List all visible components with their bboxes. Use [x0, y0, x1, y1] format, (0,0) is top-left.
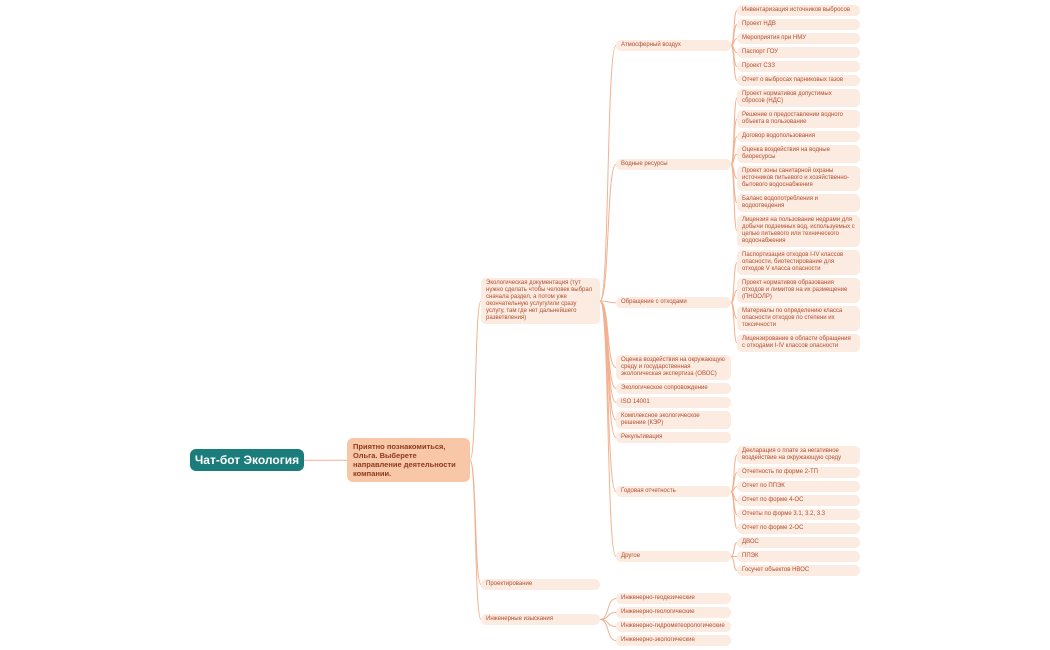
connector [600, 301, 616, 438]
topic[interactable]: Проектирование [481, 579, 600, 590]
topic[interactable]: Экологическое сопровождение [616, 383, 731, 394]
connector [600, 613, 616, 620]
connector [600, 301, 616, 420]
topic[interactable]: Декларация о плате за негативное воздействие на окружающую среду [737, 446, 860, 464]
message-topic[interactable]: Приятно познакомиться, Ольга. Выберете направление деятельности компании. [347, 438, 470, 482]
root-topic[interactable]: Чат-бот Экология [190, 449, 304, 471]
topic[interactable]: Экологическая документация (тут нужно сделать чтобы человек выбрал сначала раздел, а потом уже окончательную услугу/или сразу услугу, там где нет дальнейшего разветвления) [481, 278, 600, 324]
connector [600, 301, 616, 389]
topic[interactable]: Другое [616, 551, 731, 562]
connector [600, 599, 616, 620]
topic[interactable]: Отчет по ППЭК [737, 481, 860, 492]
topic[interactable]: Проект НДВ [737, 19, 860, 30]
topic[interactable]: Договор водопользования [737, 131, 860, 142]
connector [600, 165, 616, 302]
connector [731, 11, 737, 46]
topic[interactable]: Лицензирование в области обращения с отходами I-IV классов опасности [737, 334, 860, 352]
connector [600, 301, 616, 303]
connector [600, 46, 616, 302]
topic[interactable]: Материалы по определению класса опасности отходов по степени их токсичности [737, 306, 860, 331]
topic[interactable]: ISO 14001 [616, 397, 731, 408]
topic[interactable]: Инвентаризация источников выбросов [737, 5, 860, 16]
connector [731, 473, 737, 492]
connector [731, 46, 737, 67]
connector [470, 301, 481, 460]
topic[interactable]: Мероприятия при НМУ [737, 33, 860, 44]
topic[interactable]: Госучет объектов НВОС [737, 565, 860, 576]
topic[interactable]: Оценка воздействия на окружающую среду и государственная экологическая экспертиза (ОВОС) [616, 355, 731, 380]
connector [731, 25, 737, 46]
topic[interactable]: Проект нормативов образования отходов и лимитов на их размещение (ПНООЛР) [737, 278, 860, 303]
topic[interactable]: Паспорт ГОУ [737, 47, 860, 58]
topic[interactable]: Отчеты по форме 3.1, 3.2, 3.3 [737, 509, 860, 520]
topic[interactable]: Лицензия на пользование недрами для добычи подземных вод, используемых с целью питьевого или технического водоснабжения [737, 215, 860, 247]
topic[interactable]: Инженерные изыскания [481, 614, 600, 625]
connector [600, 301, 616, 492]
connector [470, 460, 481, 619]
connector [600, 301, 616, 403]
topic[interactable]: Комплексное экологическое решение (КЭР) [616, 411, 731, 429]
topic[interactable]: Обращение с отходами [616, 297, 731, 308]
connector [600, 620, 616, 641]
topic[interactable]: Отчет по форме 4-ОС [737, 495, 860, 506]
topic[interactable]: Решение о предоставлении водного объекта в пользование [737, 110, 860, 128]
topic[interactable]: Инженерно-гидрометеорологические [616, 621, 731, 632]
topic[interactable]: Оценка воздействия на водные биоресурсы [737, 145, 860, 163]
topic[interactable]: ДВОС [737, 537, 860, 548]
topic[interactable]: Отчет о выбросах парниковых газов [737, 75, 860, 86]
connector [470, 460, 481, 584]
connector [600, 620, 616, 627]
topic[interactable]: Инженерно-геодезические [616, 593, 731, 604]
topic[interactable]: Баланс водопотребления и водоотведения [737, 194, 860, 212]
topic[interactable]: Паспортизация отходов I-IV классов опасности, биотестирование для отходов V класса опасности [737, 250, 860, 275]
topic[interactable]: ППЭК [737, 551, 860, 562]
connector [600, 301, 616, 557]
topic[interactable]: Инженерно-геологические [616, 607, 731, 618]
connector [600, 301, 616, 368]
connector [731, 492, 737, 529]
topic[interactable]: Атмосферный воздух [616, 40, 731, 51]
topic[interactable]: Водные ресурсы [616, 159, 731, 170]
connector [731, 492, 737, 515]
topic[interactable]: Годовая отчетность [616, 486, 731, 497]
topic[interactable]: Отчет по форме 2-ОС [737, 523, 860, 534]
topic[interactable]: Отчетность по форме 2-ТП [737, 467, 860, 478]
topic[interactable]: Проект зоны санитарной охраны источников питьевого и хозяйственно-бытового водоснабжения [737, 166, 860, 191]
topic[interactable]: Рекультивация [616, 432, 731, 443]
topic[interactable]: Инженерно-экологические [616, 635, 731, 646]
topic[interactable]: Проект нормативов допустимых сбросов (НДС) [737, 89, 860, 107]
topic[interactable]: Проект СЗЗ [737, 61, 860, 72]
